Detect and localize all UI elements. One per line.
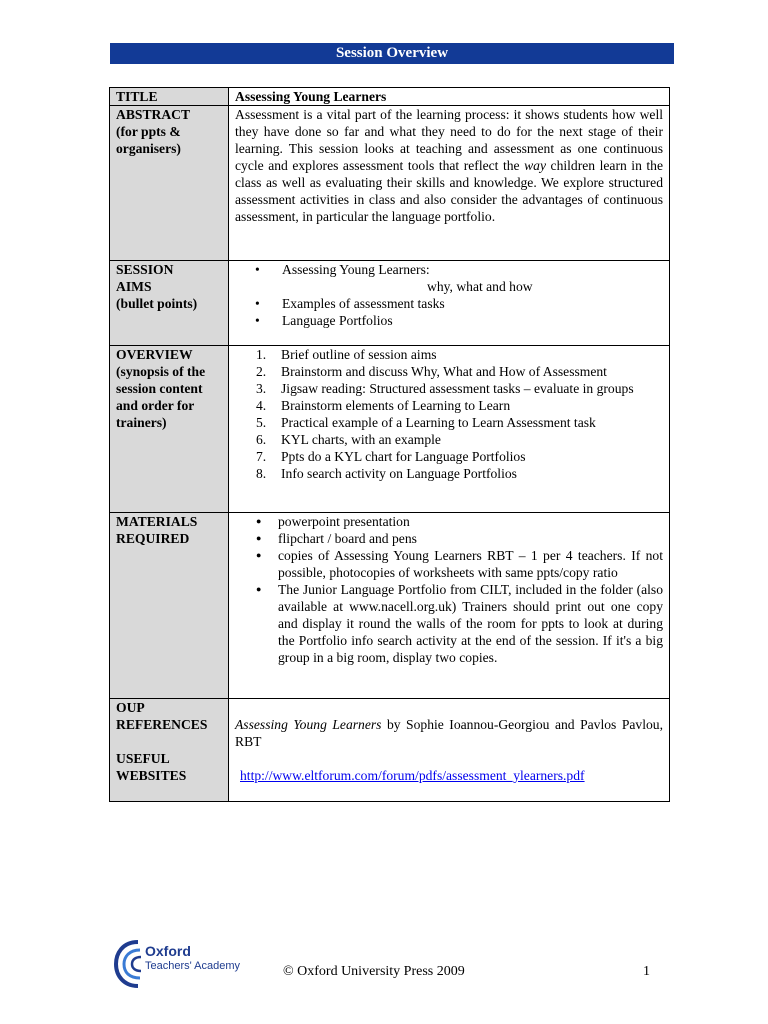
abstract-label-line: (for ppts & — [116, 124, 181, 139]
abstract-label-line: ABSTRACT — [116, 107, 191, 122]
materials-item: ● powerpoint presentation — [256, 513, 663, 530]
page-number: 1 — [643, 964, 650, 979]
reference-authors: by Sophie Ioannou-Georgiou and Pavlos Pavlou, RBT — [235, 717, 663, 749]
materials-list — [235, 513, 663, 666]
website-line — [235, 767, 663, 784]
overview-label-line: and order for — [116, 398, 195, 413]
materials-label-line: REQUIRED — [116, 531, 190, 546]
references-label-line: OUP — [116, 700, 145, 715]
aims-item: • Examples of assessment tasks — [255, 295, 663, 312]
abstract-text-start: Assessment is a vital part of the learning process: it shows students how well they have done so far and what they need to do for the next stage of their learning. This session looks at teaching and assessment as one continuous cycle and explores assessment tools that reflect the — [235, 107, 663, 173]
title-value: Assessing Young Learners — [229, 88, 670, 106]
materials-item: ● flipchart / board and pens — [256, 530, 663, 547]
logo-name: Oxford — [145, 943, 191, 959]
step-number: 1. — [256, 347, 267, 362]
logo-swirl-icon — [114, 936, 144, 992]
aims-label-line: AIMS — [116, 279, 152, 294]
step-number: 2. — [256, 364, 267, 379]
session-overview-table — [109, 87, 670, 802]
logo-subtitle: Teachers' Academy — [145, 960, 241, 972]
step-text: Brief outline of session aims — [281, 347, 437, 362]
row-references — [110, 699, 670, 802]
overview-step — [256, 397, 663, 414]
aims-list-cell — [229, 261, 670, 346]
materials-item: ● The Junior Language Portfolio from CILT, included in the folder (also available at www.nacell.org.uk) Trainers should print out one copy and display it round the walls of the room for ppts to look at during the Portfolio info search activity at the end of the session. If it's a big group in a big room, display two copies. — [256, 581, 663, 666]
row-title — [110, 88, 670, 106]
step-text: Practical example of a Learning to Learn Assessment task — [281, 415, 596, 430]
abstract-text — [229, 106, 670, 261]
overview-label-line: OVERVIEW — [116, 347, 193, 362]
abstract-label — [110, 106, 229, 261]
overview-step — [256, 363, 663, 380]
step-number: 7. — [256, 449, 267, 464]
aims-label-line: (bullet points) — [116, 296, 198, 311]
step-text: Brainstorm elements of Learning to Learn — [281, 398, 511, 413]
overview-label-line: trainers) — [116, 415, 167, 430]
website-link[interactable]: http://www.eltforum.com/forum/pdfs/assessment_ylearners.pdf — [240, 768, 585, 783]
overview-step — [256, 448, 663, 465]
row-abstract — [110, 106, 670, 261]
label-spacer — [116, 733, 222, 750]
materials-label — [110, 513, 229, 699]
aims-item — [255, 261, 663, 295]
overview-step — [256, 346, 663, 363]
references-label-line: REFERENCES — [116, 717, 208, 732]
aims-list — [235, 261, 663, 329]
step-text: Jigsaw reading: Structured assessment tasks – evaluate in groups — [281, 381, 634, 396]
step-text: Info search activity on Language Portfolios — [281, 466, 517, 481]
overview-step — [256, 431, 663, 448]
row-session-aims — [110, 261, 670, 346]
row-overview — [110, 346, 670, 513]
step-number: 4. — [256, 398, 267, 413]
step-number: 3. — [256, 381, 267, 396]
references-cell — [229, 699, 670, 802]
aims-item-subline: why, what and how — [427, 279, 533, 294]
references-label — [110, 699, 229, 802]
overview-step — [256, 380, 663, 397]
overview-label-line: session content — [116, 381, 203, 396]
session-overview-banner: Session Overview — [110, 43, 674, 64]
websites-label-line: WEBSITES — [116, 768, 187, 783]
aims-label — [110, 261, 229, 346]
abstract-label-line: organisers) — [116, 141, 181, 156]
reference-citation — [235, 716, 663, 750]
materials-list-cell — [229, 513, 670, 699]
abstract-text-end: children learn in the class as well as evaluating their skills and knowledge. We explore structured assessment activities in class and also consider the advantages of continuous assessment, in particular the language portfolio. — [235, 158, 664, 224]
oxford-teachers-academy-logo — [114, 936, 244, 992]
step-number: 5. — [256, 415, 267, 430]
footer-copyright: © Oxford University Press 2009 — [283, 964, 465, 979]
overview-label-line: (synopsis of the — [116, 364, 206, 379]
overview-steps — [235, 346, 663, 482]
overview-label — [110, 346, 229, 513]
aims-item-text: Assessing Young Learners: — [282, 262, 430, 277]
title-label: TITLE — [110, 88, 229, 106]
aims-label-line: SESSION — [116, 262, 174, 277]
websites-label-line: USEFUL — [116, 751, 170, 766]
overview-step — [256, 465, 663, 482]
overview-steps-cell — [229, 346, 670, 513]
row-materials — [110, 513, 670, 699]
step-text: KYL charts, with an example — [281, 432, 441, 447]
step-text: Ppts do a KYL chart for Language Portfolios — [281, 449, 526, 464]
reference-book-title: Assessing Young Learners — [235, 717, 382, 732]
step-number: 6. — [256, 432, 267, 447]
materials-item: ● copies of Assessing Young Learners RBT – 1 per 4 teachers. If not possible, photocopies of worksheets with same ppts/copy ratio — [256, 547, 663, 581]
aims-item: • Language Portfolios — [255, 312, 663, 329]
step-text: Brainstorm and discuss Why, What and How of Assessment — [281, 364, 607, 379]
materials-label-line: MATERIALS — [116, 514, 198, 529]
abstract-text-italic: way — [524, 158, 547, 173]
step-number: 8. — [256, 466, 267, 481]
overview-step — [256, 414, 663, 431]
